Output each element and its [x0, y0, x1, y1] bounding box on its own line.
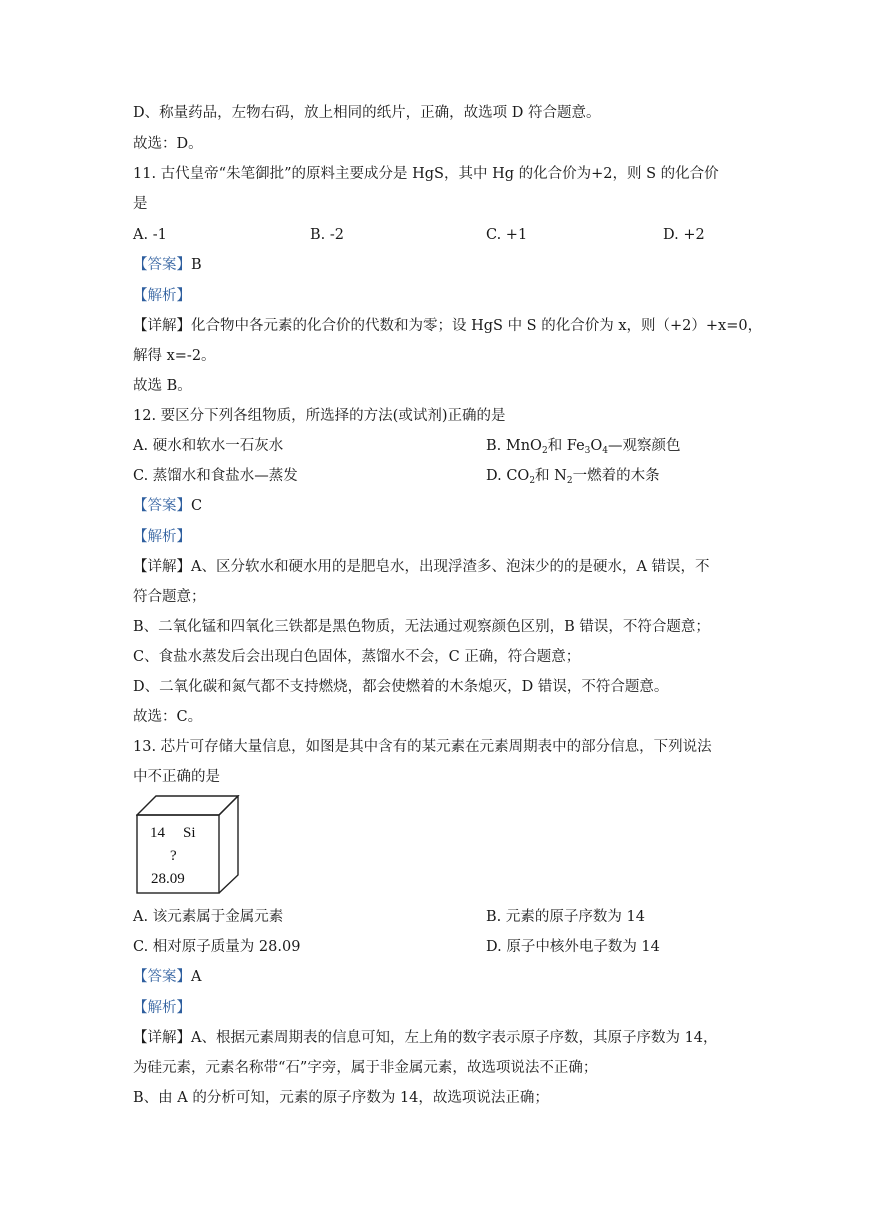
tile-unknown-name: ? [170, 848, 177, 864]
q11-option-d: D. +2 [663, 227, 705, 243]
q11-detail-text1: 化合物中各元素的化合价的代数和为零；设 HgS 中 S 的化合价为 x，则（+2）+x=0， [191, 318, 763, 334]
q11-option-c: C. +1 [486, 227, 528, 243]
q12-answer-value: C [191, 498, 203, 514]
q13-answer-value: A [191, 969, 202, 985]
q11-conclusion: 故选 B。 [133, 378, 192, 394]
detail-label: 【详解】 [133, 318, 191, 334]
tile-atomic-number: 14 [150, 825, 165, 841]
q11-analysis-label: 【解析】 [133, 288, 191, 304]
q10-option-d-explanation: D、称量药品，左物右码，放上相同的纸片，正确，故选项 D 符合题意。 [133, 105, 601, 121]
q13-option-b: B. 元素的原子序数为 14 [486, 909, 645, 925]
q13-stem-line2: 中不正确的是 [133, 769, 220, 785]
q12-detail-line4: C、食盐水蒸发后会出现白色固体，蒸馏水不会，C 正确，符合题意； [133, 649, 581, 665]
detail-label: 【详解】 [133, 559, 191, 575]
tile-symbol: Si [183, 825, 196, 841]
answer-label: 【答案】 [133, 498, 191, 514]
q12-detail-line3: B、二氧化锰和四氧化三铁都是黑色物质，无法通过观察颜色区别，B 错误，不符合题意； [133, 619, 710, 635]
q11-answer-value: B [191, 257, 202, 273]
q13-option-a: A. 该元素属于金属元素 [133, 909, 284, 925]
q13-detail-line2: 为硅元素，元素名称带“石”字旁，属于非金属元素，故选项说法不正确； [133, 1060, 598, 1076]
periodic-table-tile [136, 795, 240, 895]
detail-label: 【详解】 [133, 1030, 191, 1046]
q13-detail-text1: A、根据元素周期表的信息可知，左上角的数字表示原子序数，其原子序数为 14， [191, 1030, 718, 1046]
q13-answer [133, 967, 201, 987]
answer-label: 【答案】 [133, 969, 191, 985]
q12-stem: 12. 要区分下列各组物质，所选择的方法(或试剂)正确的是 [133, 408, 506, 424]
q11-answer [133, 255, 202, 275]
q11-option-a: A. -1 [133, 227, 167, 243]
q12-detail-line5: D、二氧化碳和氮气都不支持燃烧，都会使燃着的木条熄灭，D 错误，不符合题意。 [133, 679, 669, 695]
q12-conclusion: 故选：C。 [133, 709, 203, 725]
q12-option-d: D. $CO_2$和 $N_2$一燃着的木条 [486, 468, 660, 486]
q10-conclusion: 故选：D。 [133, 136, 203, 152]
tile-atomic-mass: 28.09 [151, 871, 185, 887]
q11-detail-line1 [133, 316, 762, 336]
q11-stem-line1: 11. 古代皇帝“朱笔御批”的原料主要成分是 HgS，其中 Hg 的化合价为+2，则 S 的化合价 [133, 166, 719, 182]
q13-detail-line1 [133, 1028, 718, 1048]
q12-answer [133, 496, 202, 516]
q11-option-b: B. -2 [310, 227, 344, 243]
q11-stem-line2: 是 [133, 196, 148, 212]
q13-option-d: D. 原子中核外电子数为 14 [486, 939, 660, 955]
q13-detail-line3: B、由 A 的分析可知，元素的原子序数为 14，故选项说法正确； [133, 1090, 549, 1106]
q12-detail-line2: 符合题意； [133, 589, 206, 605]
q13-option-c: C. 相对原子质量为 28.09 [133, 939, 301, 955]
q12-option-a: A. 硬水和软水一石灰水 [133, 438, 284, 454]
q12-detail-line1 [133, 557, 710, 577]
q12-analysis-label: 【解析】 [133, 529, 191, 545]
q12-option-c: C. 蒸馏水和食盐水—蒸发 [133, 468, 298, 484]
q13-stem-line1: 13. 芯片可存储大量信息，如图是其中含有的某元素在元素周期表中的部分信息，下列说法 [133, 739, 712, 755]
answer-label: 【答案】 [133, 257, 191, 273]
q12-detail-text1: A、区分软水和硬水用的是肥皂水，出现浮渣多、泡沫少的的是硬水，A 错误，不 [191, 559, 710, 575]
q11-detail-line2: 解得 x=-2。 [133, 348, 216, 364]
q13-analysis-label: 【解析】 [133, 1000, 191, 1016]
q12-option-b: B. MnO$_2$和 $Fe_3O_4—$观察颜色 [486, 438, 681, 456]
